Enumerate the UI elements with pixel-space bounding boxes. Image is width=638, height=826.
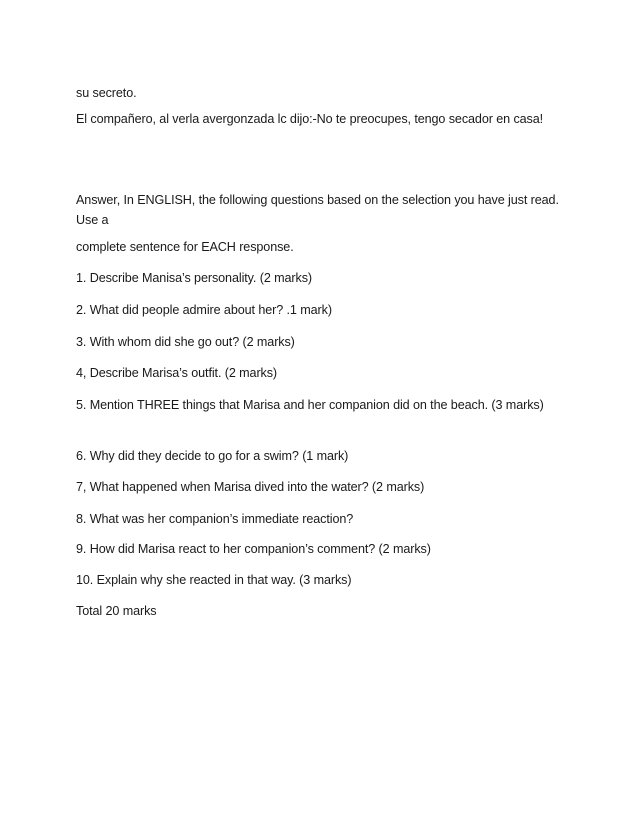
question-1: 1. Describe Manisa’s personality. (2 marks) <box>76 271 312 285</box>
question-5: 5. Mention THREE things that Marisa and her companion did on the beach. (3 marks) <box>76 398 544 412</box>
passage-line: su secreto. <box>76 86 137 100</box>
total-marks: Total 20 marks <box>76 604 157 618</box>
question-2: 2. What did people admire about her? .1 mark) <box>76 303 332 317</box>
passage-paragraph: El compañero, al verla avergonzada lc dijo:-No te preocupes, tengo secador en casa! <box>76 112 544 126</box>
question-3: 3. With whom did she go out? (2 marks) <box>76 335 295 349</box>
question-6: 6. Why did they decide to go for a swim? (1 mark) <box>76 449 349 463</box>
question-8: 8. What was her companion’s immediate reaction? <box>76 512 354 526</box>
question-9: 9. How did Marisa react to her companion’s comment? (2 marks) <box>76 542 431 556</box>
question-4: 4, Describe Marisa’s outfit. (2 marks) <box>76 366 278 380</box>
instructions-continuation: complete sentence for EACH response. <box>76 240 294 254</box>
instructions-paragraph: Answer, In ENGLISH, the following questions based on the selection you have just read. Use a <box>76 193 559 227</box>
question-7: 7, What happened when Marisa dived into the water? (2 marks) <box>76 480 425 494</box>
question-10: 10. Explain why she reacted in that way. (3 marks) <box>76 573 352 587</box>
